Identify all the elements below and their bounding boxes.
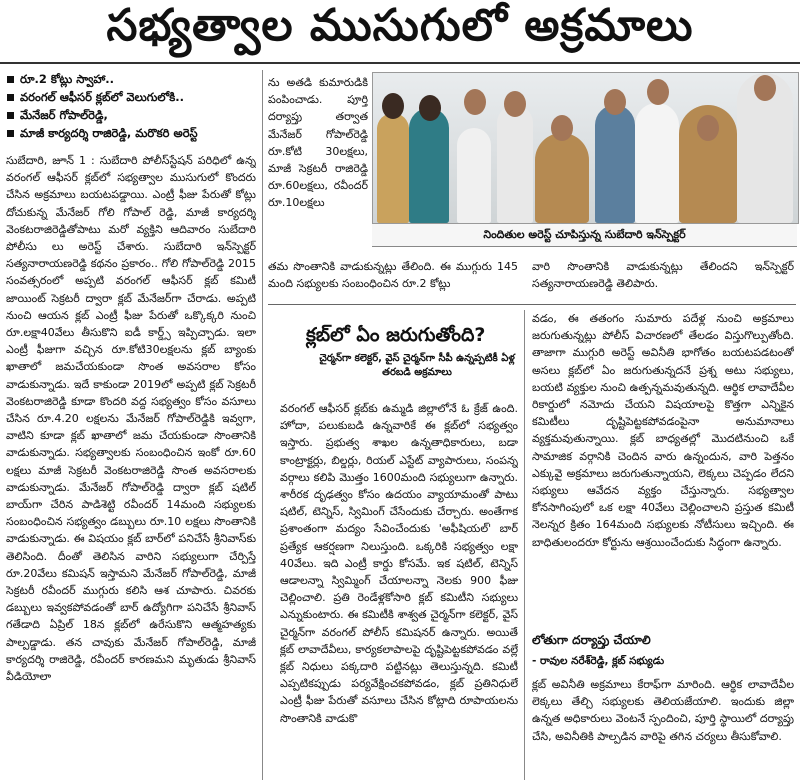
article-column-2-top (268, 74, 368, 258)
highlight-3: మేనేజర్ గోపాల్‌రెడ్డి, (6, 106, 256, 124)
box-column-left (280, 400, 518, 778)
continuation-right-text: వారి సొంతానికి వాడుకున్నట్లు తేలిందని ఇన్‌స్పెక్టర్ సత్యనారాయణరెడ్డి తెలిపారు. (532, 260, 794, 291)
article-body-2: ను అతడి కుమారుడికి పంపించాడు. పూర్తి దర్యాప్తు తర్వాత మేనేజర్ గోపాల్‌రెడ్డి రూ.కోటి 30లక్షలు, మాజీ సెక్రటరీ రాజిరెడ్డి రూ.60లక్షలు, రవీందర్ రూ.10లక్షలు (268, 76, 368, 210)
box-column-right (532, 310, 794, 628)
column-divider (262, 70, 263, 780)
box-top-rule (268, 304, 796, 305)
box-body-right: వడం, ఈ తతంగం సుమారు పదేళ్ల నుంచి అక్రమాలు జరుగుతున్నట్లు పోలీస్ విచారణలో తేలడం విస్తుగొల్పుతోంది. తాజాగా ముగ్గురి అరెస్ట్ అవినీతి భాగోతం బయటపడటంతో అసలు క్లబ్‌లో ఏం జరుగుతున్నదనే ప్రశ్న అటు సభ్యులు, బయటి వ్యక్తుల నుంచి ఉత్పన్నమవుతున్నది. ఆర్థిక లావాదేవీల రికార్డులో నమోదు చేయని విషయాలపై కొత్తగా ఎన్నికైన కమిటీలు దృష్టిపెట్టకపోవడంపైనా అనుమానాలు వ్యక్తమవుతున్నాయి. క్లబ్ బాధ్యతల్లో మొదటినుంచి ఒకే సామాజిక వర్గానికి చెందిన వారు ఉన్నందున, వారి పెత్తనం ఎక్కువై అక్రమాలు జరుగుతున్నాయని, లెక్కలు చెప్పడం లేదని సభ్యులు ఆవేదన వ్యక్తం చేస్తున్నారు. సభ్యత్వాల కోనసాగింపులో ఒక లక్షా 40వేలు చెల్లించాలని ప్రస్తుత కమిటీ నెలన్నర క్రితం 164మంది సభ్యులకు నోటీసులు ఇచ్చింది. ఈ బాధితులందరూ కోర్టును ఆశ్రయించేందుకు సిద్ధంగా ఉన్నారు. (532, 312, 794, 549)
box-divider (524, 310, 525, 780)
highlight-4: మాజీ కార్యదర్శి రాజిరెడ్డి, మరొకరి అరెస్ట్ (6, 124, 256, 142)
photo-caption: నిందితుల అరెస్ట్ చూపిస్తున్న సుబేదారి ఇన్‌స్పెక్టర్ (372, 224, 797, 247)
highlight-2 (6, 88, 256, 106)
continuation-left-text: తమ సొంతానికి వాడుకున్నట్లు తేలింది. ఈ ముగ్గురు 145 మంది సభ్యులకు సంబంధించిన రూ.2 కోట్లు (268, 260, 518, 291)
continuation-right (532, 258, 794, 292)
arrest-photo (372, 72, 799, 224)
highlight-2-text: వరంగల్ ఆఫీసర్ క్లబ్‌లో వెలుగులోకి.. (20, 90, 185, 104)
side-byline: - రావుల నరేశ్‌రెడ్డి, క్లబ్ సభ్యుడు (532, 655, 665, 667)
box-deck: చైర్మన్‌గా కలెక్టర్, వైస్ చైర్మన్‌గా సీపీ ఉన్నప్పటికీ ఏళ్ల తరబడి అక్రమాలు (319, 353, 515, 378)
article-column-1 (6, 152, 256, 780)
highlights (6, 70, 256, 142)
article-body-1: సుబేదారి, జూన్ 1 : సుబేదారి పోలీస్‌స్టేషన్ పరిధిలో ఉన్న వరంగల్ ఆఫీసర్ క్లబ్‌లో సభ్యత్వాల ముసుగులో కొందరు చేసిన అక్రమాలు బయటపడ్డాయి. ఎంట్రీ ఫీజు పేరుతో కోట్లు దోచుకున్న మేనేజర్ గోలి గోపాల్ రెడ్డి, మాజీ కార్యదర్శి వెంకటరాజిరెడ్డితోపాటు మరో వ్యక్తిని ఆదివారం సుబేదారి పోలీసు లు అరెస్ట్ చేశారు. సుబేదారి ఇన్‌స్పెక్టర్ సత్యనారాయణరెడ్డి కథనం ప్రకారం.. గోలి గోపాల్‌రెడ్డి 2015 సంవత్సరంలో అప్పటి వరంగల్ ఆఫీసర్ క్లబ్ కమిటీ జాయింట్ సెక్రటరీ ద్వారా క్లబ్ మేనేజర్‌గా చేరాడు. అప్పటి నుంచి ఆయన క్లబ్ ఎంట్రీ ఫీజు పేరుతో ఒక్కొక్కరి నుంచి రూ.లక్షా40వేలు తీసుకొని ఐడీ కార్డ్స్ ఇప్పిచ్చాడు. ఇలా ఎంట్రీ ఫీజుగా వచ్చిన రూ.కోటి30లక్షలను క్లబ్ బ్యాంకు ఖాతాలో జమచేయకుండా సొంత అవసరాల కోసం వాడుకున్నాడు. ఇదే కాకుండా 2019లో అప్పటి క్లబ్ సెక్రటరీ వెంకటరాజిరెడ్డి కూడా కొందరి వద్ద సభ్యత్వం కోసం వసూలు చేసిన రూ.4.20 లక్షలను మేనేజర్ గోపాల్‌రెడ్డికి ఇవ్వగా, వాటిని కూడా క్లబ్ ఖాతాలో జమ చేయకుండా సొంతానికి వాడుకున్నాడు. సభ్యత్వాలకు సంబంధించిన ఇంకో రూ.60 లక్షలు మాజీ సెక్రటరీ వెంకటరాజిరెడ్డి సొంత అవసరాలకు వాడుకున్నాడు. మేనేజర్ గోపాల్‌రెడ్డి ద్వారా క్లబ్ షటిల్ బాయ్‌గా చేరిన పాడిశెట్టి రవీందర్ 14మంది సభ్యులకు సంబంధించిన సభ్యత్వం డబ్బులు రూ.10 లక్షలు సొంతానికి వాడుకున్నాడు. ఈ విషయం క్లబ్ బార్‌లో పనిచేసే శ్రీనివాస్‌కు తెలిసింది. దీంతో తెలిసిన వారిని సభ్యులుగా చేర్పిస్తే రూ.20వేలు కమిషన్ ఇస్తామని మేనేజర్ గోపాల్‌రెడ్డి, మాజీ సెక్రటరీ రవీందర్ ముగ్గురు కలిసి ఆశ చూపారు. చివరకు డబ్బులు ఇవ్వకపోవడంతో బార్ ఉద్యోగిగా పనిచేసే శ్రీనివాస్ గతేడాది ఏప్రిల్ 18న క్లబ్‌లో ఉరేసుకొని ఆత్మహత్యకు పాల్పడ్డాడు. తన చావుకు మేనేజర్ గోపాల్‌రెడ్డి, మాజీ కార్యదర్శి రాజిరెడ్డి, రవీందర్ కారణమని మృతుడు శ్రీనివాస్ వీడియోలా (6, 154, 256, 684)
box-body-left: వరంగల్ ఆఫీసర్ క్లబ్‌కు ఉమ్మడి జిల్లాలోనే ఓ క్రేజ్ ఉంది. హోదా, పలుకుబడి ఉన్నవారికే ఈ క్లబ్‌లో సభ్యత్వం ఇస్తారు. ప్రభుత్వ శాఖల ఉన్నతాధికారులు, బడా కాంట్రాక్టర్లు, బిల్డర్లు, రియల్ ఎస్టేట్ వ్యాపారులు, సంపన్న వర్గాలు కలిపి మొత్తం 1600మంది సభ్యులుగా ఉన్నారు. శారీరక దృఢత్వం కోసం ఉదయం వ్యాయామంతో పాటు షటిల్, టెన్నిస్, స్విమింగ్ చేసేందుకు చేర్చారు. అంతేగాక ప్రశాంతంగా మద్యం సేవించేందుకు 'అఫీషియల్' బార్ ప్రత్యేక ఆకర్షణగా నిలుస్తుంది. ఒక్కరికి సభ్యత్వం లక్షా 40వేలు. ఇది ఎంట్రీ కార్డు కోసమే. ఇక షటిల్, టెన్నిస్ ఆడాలన్నా స్విమ్మింగ్ చేయాలన్నా నెలకు 900 ఫీజు చెల్లించాలి. ప్రతి రెండేళ్లకోసారి క్లబ్ కమిటీని సభ్యులు ఎన్నుకుంటారు. ఈ కమిటీకి శాశ్వత చైర్మన్‌గా కలెక్టర్, వైస్ చైర్మన్‌గా వరంగల్ పోలీస్ కమిషనర్ ఉన్నారు. అయితే క్లబ్ లావాదేవీలు, కార్యకలాపాలపై దృష్టిపెట్టకపోవడం వల్లే క్లబ్ నిధులు పక్కదారి పట్టినట్లు తెలుస్తున్నది. కమిటీ ఎప్పటికప్పుడు పర్యవేక్షించకపోవడం, క్లబ్ ప్రతినిధులే ఎంట్రీ ఫీజు పేరుతో వసూలు చేసిన కోట్లాది రూపాయలను సొంతానికి వాడుకొ (280, 402, 518, 725)
side-column (532, 676, 794, 780)
side-body: క్లబ్ అవినీతి అక్రమాలు కేరాఫ్‌గా మారింది. ఆర్థిక లావాదేవీల లెక్కలు తేల్చి సభ్యులకు తెలియజేయాలి. ఇందుకు జిల్లా ఉన్నత అధికారులు వెంటనే స్పందించి, పూర్తి స్థాయిలో దర్యాప్తు చేసి, అవినీతికి పాల్పడిన వారిపై తగిన చర్యలు తీసుకోవాలి. (532, 678, 794, 743)
headline: సభ్యత్వాల ముసుగులో అక్రమాలు (0, 0, 800, 64)
box-title: క్లబ్‌లో ఏం జరుగుతోంది? (306, 324, 486, 346)
highlight-1: రూ.2 కోట్లు స్వాహా.. (6, 70, 256, 88)
continuation-left (268, 258, 518, 292)
side-heading: లోతుగా దర్యాప్తు చేయాలి (532, 633, 651, 647)
